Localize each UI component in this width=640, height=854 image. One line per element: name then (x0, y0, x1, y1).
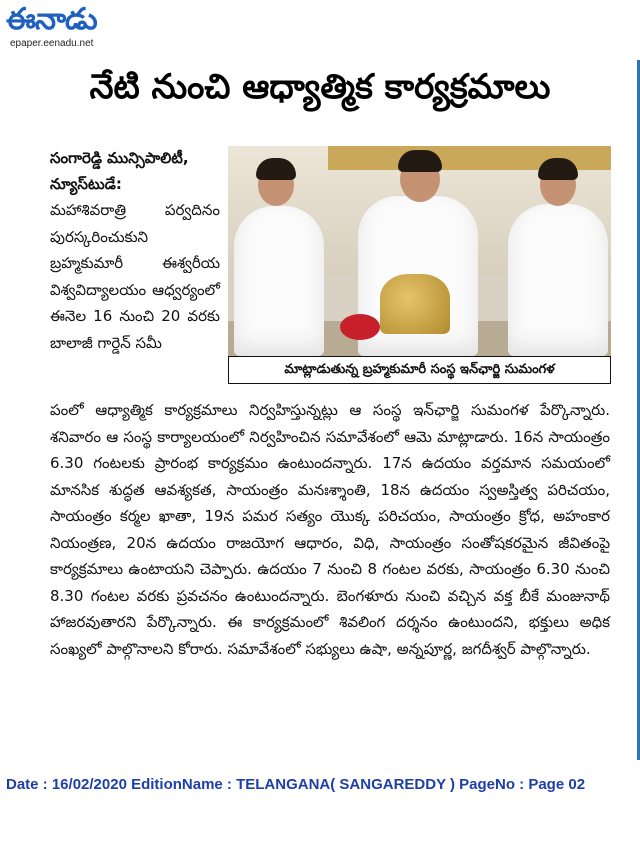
epaper-url: epaper.eenadu.net (10, 38, 94, 49)
article-photo (228, 146, 611, 356)
flower-bouquet (380, 274, 450, 334)
photo-caption: మాట్లాడుతున్న బ్రహ్మకుమారీ సంస్థ ఇన్‌ఛార్జి సుమంగళ (228, 356, 611, 384)
article-body-left: మహాశివరాత్రి పర్వదినం పురస్కరించుకుని బ్రహ్మకుమారీ ఈశ్వరీయ విశ్వవిద్యాలయం ఆధ్వర్యంలో ఈనెల 16 నుంచి 20 వరకు బాలాజీ గార్డెన్ సమీ (50, 201, 220, 352)
left-column (50, 145, 220, 356)
edition-footer: Date : 16/02/2020 EditionName : TELANGANA( SANGAREDDY ) PageNo : Page 02 (6, 776, 586, 793)
article-headline: నేటి నుంచి ఆధ్యాత్మిక కార్యక్రమాలు (89, 67, 551, 107)
eenadu-logo (4, 2, 154, 52)
logo-text: ఈనాడు (6, 2, 97, 37)
article-byline: సంగారెడ్డి మున్సిపాలిటీ, న్యూస్‌టుడే: (50, 149, 189, 193)
red-roses (340, 314, 380, 340)
article-body-full: పంలో ఆధ్యాత్మిక కార్యక్రమాలు నిర్వహిస్తున్నట్లు ఆ సంస్థ ఇన్‌ఛార్జి సుమంగళ పేర్కొన్నారు. శనివారం ఆ సంస్థ కార్యాలయంలో నిర్వహించిన సమావేశంలో ఆమె మాట్లాడారు. 16న సాయంత్రం 6.30 గంటలకు ప్రారంభ కార్యక్రమం ఉంటుందన్నారు. 17న ఉదయం వర్తమాన సమయంలో మానసిక శుద్ధత ఆవశ్యకత, సాయంత్రం మనఃశ్శాంతి, 18న ఉదయం స్వఅస్తిత్వ పరిచయం, సాయంత్రం కర్మల ఖాతా, 19న పమర సత్యం యొక్క పరిచయం, సాయంత్రం క్రోధ, అహంకార నియంత్రణ, 20న ఉదయం రాజయోగ ఆధారం, విధి, సాయంత్రం సంతోషకరమైన జీవితంపై కార్యక్రమాలు ఉంటాయని చెప్పారు. ఉదయం 7 నుంచి 8 గంటల వరకు, సాయంత్రం 6.30 నుంచి 8.30 గంటల వరకు ప్రవచనం ఉంటుందన్నారు. బెంగళూరు నుంచి వచ్చిన వక్త బీకే మంజునాథ్ హాజరవుతారని పేర్కొన్నారు. ఈ కార్యక్రమంలో శివలింగ దర్శనం ఉంటుందని, భక్తులు అధిక సంఖ్యలో పాల్గొనాలని కోరారు. సమావేశంలో సభ్యులు ఉషా, అన్నపూర్ణ, జగదీశ్వర్ పాల్గొన్నారు. (50, 401, 610, 658)
